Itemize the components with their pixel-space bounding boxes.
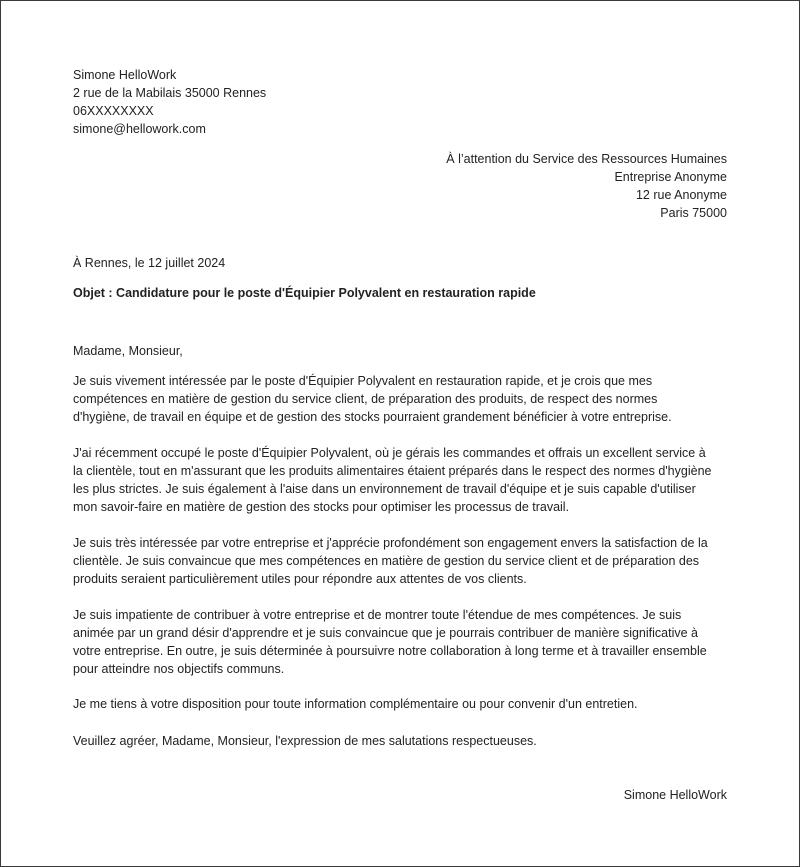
paragraph-line: clientèle. Je suis convaincue que mes compétences en matière de gestion du service client et de préparation des [73,554,700,568]
paragraph-1 [73,372,733,426]
paragraph-line: d'hygiène, de travail en équipe et de gestion des stocks pourraient grandement bénéficier à votre entreprise. [73,410,672,424]
paragraph-4 [73,606,733,678]
paragraph-line: J'ai récemment occupé le poste d'Équipier Polyvalent, où je gérais les commandes et offrais un excellent service à [73,446,706,460]
sender-email: simone@hellowork.com [73,122,206,136]
letter-subject [73,284,733,302]
paragraph-line: Je suis très intéressée par votre entreprise et j'apprécie profondément son engagement envers la satisfaction de la [73,536,708,550]
paragraph-line: Je suis impatiente de contribuer à votre entreprise et de montrer toute l'étendue de mes compétences. Je suis [73,608,682,622]
date-text: À Rennes, le 12 juillet 2024 [73,256,226,270]
subject-text: Objet : Candidature pour le poste d'Équipier Polyvalent en restauration rapide [73,286,536,300]
paragraph-line: animée par un grand désir d'apprendre et je suis convaincue que je pourrais contribuer de manière significative à [73,626,698,640]
paragraph-line: Je me tiens à votre disposition pour toute information complémentaire ou pour convenir d'un entretien. [73,697,638,711]
recipient-street: 12 rue Anonyme [635,188,727,202]
paragraph-3 [73,534,733,588]
paragraph-line: votre entreprise. En outre, je suis déterminée à poursuivre notre collaboration à long terme et à travailler ensemble [73,644,707,658]
paragraph-line: la clientèle, tout en m'assurant que les produits alimentaires étaient préparés dans le respect des normes d'hygiène [73,464,712,478]
letter-salutation [73,342,733,360]
sender-block [73,66,733,138]
letter-date [73,254,733,272]
paragraph-line: produits seraient particulièrement utiles pour répondre aux attentes de vos clients. [73,572,527,586]
recipient-company: Entreprise Anonyme [614,170,727,184]
recipient-block [446,150,727,222]
paragraph-line: compétences en matière de gestion du service client, de préparation des produits, de respect des normes [73,392,658,406]
salutation-text: Madame, Monsieur, [73,344,183,358]
paragraph-line: mon savoir-faire en matière de gestion des stocks pour optimiser les processus de travail. [73,500,570,514]
recipient-attention: À l’attention du Service des Ressources Humaines [446,152,727,166]
recipient-city: Paris 75000 [660,206,727,220]
paragraph-line: Je suis vivement intéressée par le poste d'Équipier Polyvalent en restauration rapide, et je crois que mes [73,374,653,388]
letter-signature [624,786,727,804]
sender-name: Simone HelloWork [73,68,177,82]
paragraph-6 [73,732,733,750]
signature-text: Simone HelloWork [623,788,727,802]
paragraph-2 [73,444,733,516]
sender-address: 2 rue de la Mabilais 35000 Rennes [73,86,267,100]
paragraph-line: les plus strictes. Je suis également à l'aise dans un environnement de travail d'équipe et je suis capable d'utiliser [73,482,696,496]
sender-phone: 06XXXXXXXX [73,104,154,118]
paragraph-line: Veuillez agréer, Madame, Monsieur, l'expression de mes salutations respectueuses. [73,734,537,748]
paragraph-line: pour atteindre nos objectifs communs. [73,662,285,676]
paragraph-5 [73,695,733,713]
